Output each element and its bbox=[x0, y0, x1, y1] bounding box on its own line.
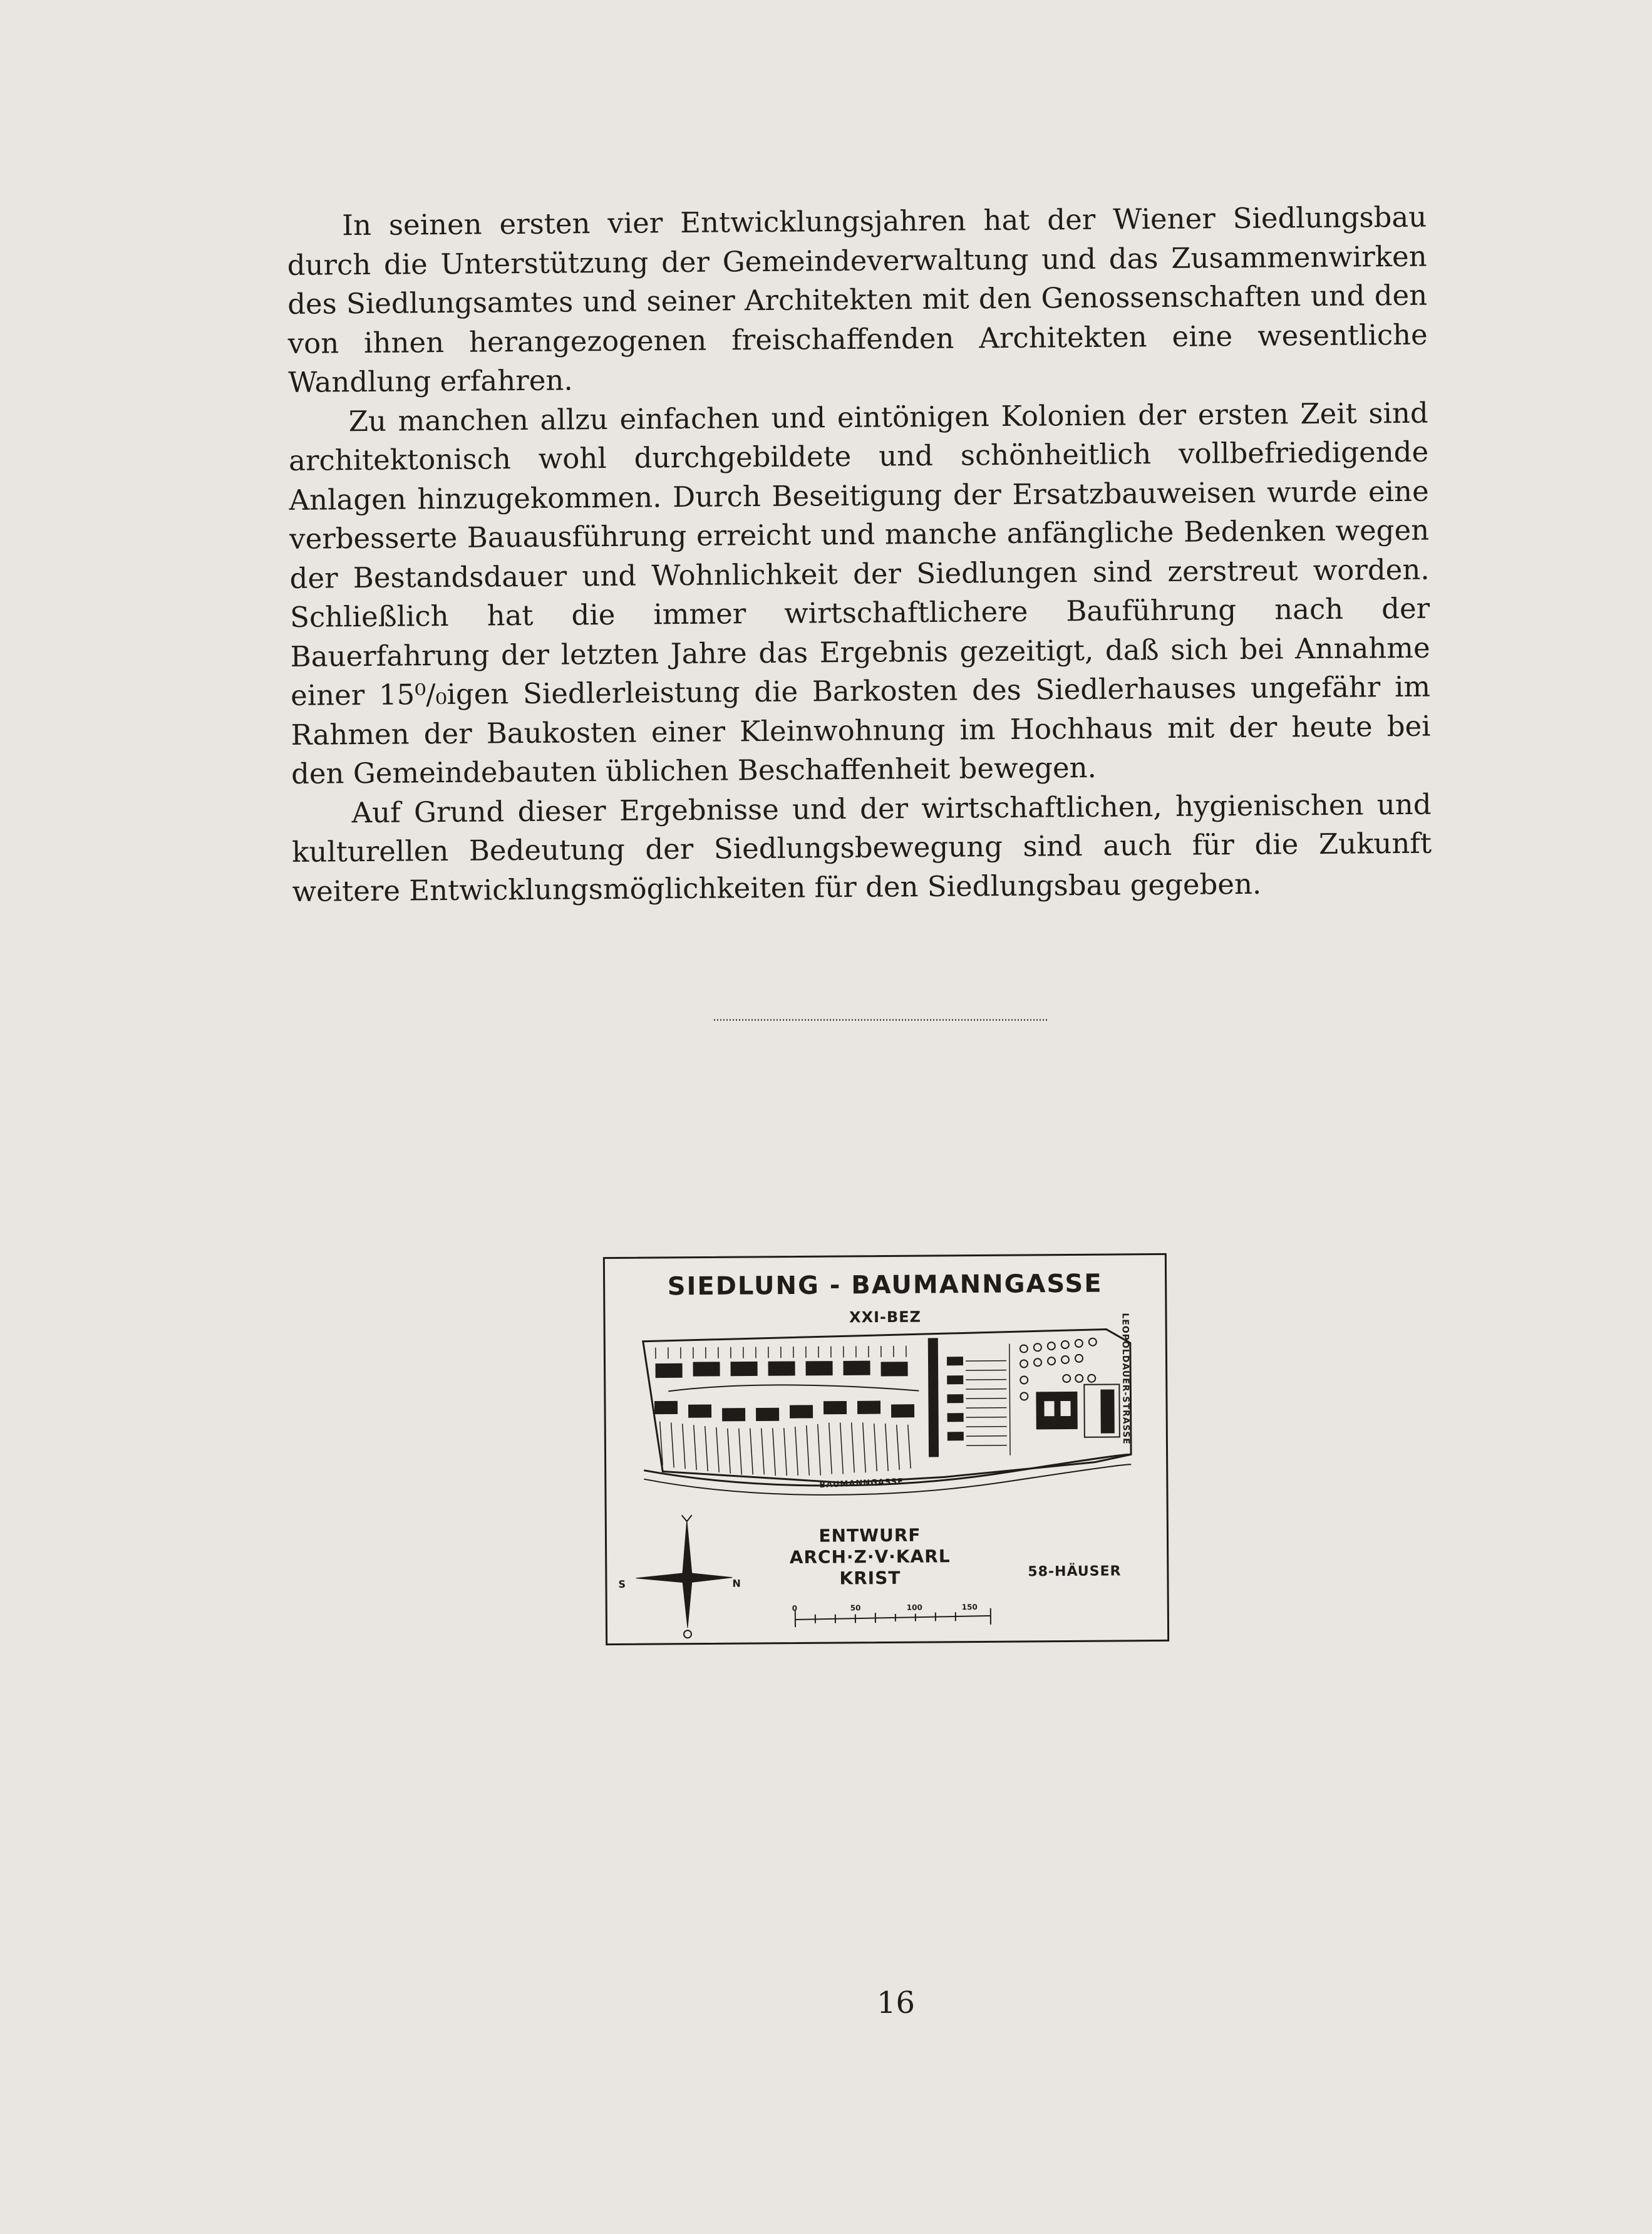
compass-rose bbox=[636, 1515, 733, 1638]
house-rows-left bbox=[654, 1361, 914, 1422]
page-number: 16 bbox=[877, 1985, 916, 2020]
house-count: 58-HÄUSER bbox=[1028, 1563, 1122, 1580]
scale-label-150: 150 bbox=[961, 1602, 978, 1612]
paragraph-1: In seinen ersten vier Entwicklungsjahren hat der Wiener Siedlungsbau durch die Unterstützung der Gemeindeverwaltung und das Zusammenwirken des Siedlungsamtes und seiner Architekten mit den Genossenschaften und den von ihnen herangezogenen freischaffenden Architekten eine wesentliche Wandlung erfahren. bbox=[287, 200, 1428, 399]
design-line-2: ARCH·Z·V·KARL bbox=[789, 1546, 951, 1568]
scale-label-100: 100 bbox=[906, 1603, 922, 1612]
dotted-divider bbox=[714, 1019, 1048, 1021]
compass-south-label: S bbox=[618, 1578, 626, 1590]
design-line-3: KRIST bbox=[839, 1567, 901, 1589]
body-text bbox=[287, 198, 1432, 911]
design-line-1: ENTWURF bbox=[818, 1524, 921, 1546]
street-label-side: LEOPOLDAUER-STRASSE bbox=[1120, 1313, 1131, 1445]
house-rows-middle bbox=[928, 1338, 964, 1457]
scale-label-0: 0 bbox=[792, 1603, 798, 1613]
street-label-bottom: BAUMANNGASSE bbox=[819, 1477, 904, 1491]
compass-north-label: N bbox=[732, 1577, 741, 1590]
paragraph-3: Auf Grund dieser Ergebnisse und der wirtschaftlichen, hygienischen und kulturellen Bedeutung der Siedlungsbewegung sind auch für die Zukunft weitere Entwicklungsmöglichkeiten für den Siedlungsbau gegeben. bbox=[291, 787, 1432, 908]
map-title: SIEDLUNG - BAUMANNGASSE bbox=[667, 1269, 1103, 1301]
tree-markers bbox=[1020, 1338, 1097, 1400]
design-credit bbox=[763, 1524, 977, 1590]
paragraph-2: Zu manchen allzu einfachen und eintönigen Kolonien der ersten Zeit sind architektonisch wohl durchgebildete und schönheitlich vollbefriedigende Anlagen hinzugekommen. Durch Beseitigung der Ersatzbauweisen wurde eine verbesserte Bauausführung erreicht und manche anfängliche Bedenken wegen der Bestandsdauer und Wohnlichkeit der Siedlungen sind zerstreut worden. Schließlich hat die immer wirtschaftlichere Bauführung nach der Bauerfahrung der letzten Jahre das Ergebnis gezeitigt, daß sich bei Annahme einer 15⁰/₀igen Siedlerleistung die Barkosten des Siedlerhauses ungefähr im Rahmen der Baukosten einer Kleinwohnung im Hochhaus mit der heute bei den Gemeindebauten üblichen Beschaffenheit bewegen. bbox=[288, 396, 1431, 790]
map-district: XXI-BEZ bbox=[849, 1308, 922, 1326]
site-plan-figure bbox=[603, 1253, 1169, 1645]
scale-label-50: 50 bbox=[850, 1603, 861, 1613]
